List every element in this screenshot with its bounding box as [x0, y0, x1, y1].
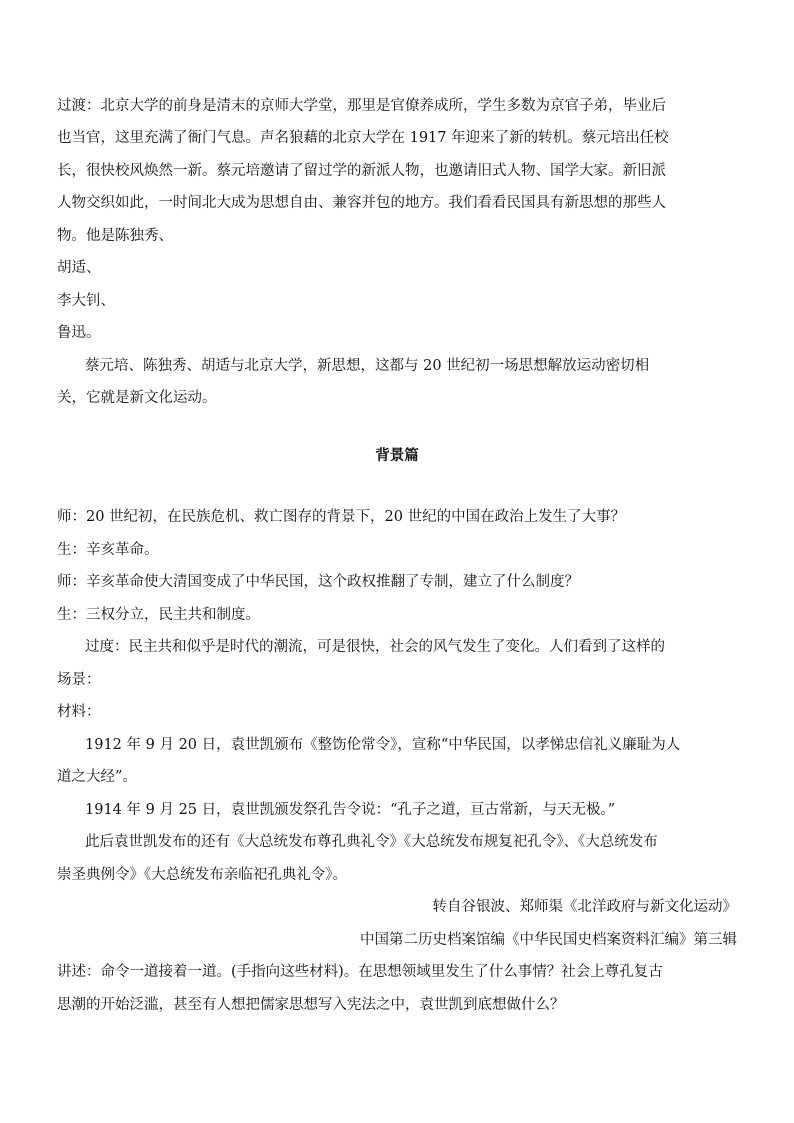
dialogue-line: 生：辛亥革命。 — [57, 542, 159, 558]
dialogue-line: 生：三权分立，民主共和制度。 — [57, 607, 260, 623]
intro-line: 胡适、 — [57, 260, 101, 276]
material-line: 1912 年 9 月 20 日，袁世凯颁布《整饬伦常令》，宣称“中华民国，以孝悌忠信礼义廉耻为人 — [85, 737, 681, 753]
intro-line: 物。他是陈独秀、 — [57, 228, 173, 244]
dialogue-line: 师：20 世纪初，在民族危机、救亡图存的背景下，20 世纪的中国在政治上发生了大事？ — [57, 509, 626, 525]
material-label: 材料： — [57, 704, 101, 720]
material-line: 崇圣典例令》《大总统发布亲临祀孔典礼令》。 — [57, 867, 347, 883]
summary-line: 蔡元培、陈独秀、胡适与北京大学，新思想，这都与 20 世纪初一场思想解放运动密切相 — [85, 358, 650, 374]
dialogue-line: 师：辛亥革命使大清国变成了中华民国，这个政权推翻了专制，建立了什么制度？ — [57, 574, 579, 590]
intro-line: 长，很快校风焕然一新。蔡元培邀请了留过学的新派人物，也邀请旧式人物、国学大家。新旧派 — [57, 163, 666, 179]
transition-line: 过度：民主共和似乎是时代的潮流，可是很快，社会的风气发生了变化。人们看到了这样的 — [85, 639, 665, 655]
closing-line: 讲述：命令一道接着一道。(手指向这些材料)。在思想领域里发生了什么事情？社会上尊孔复古 — [57, 964, 663, 980]
intro-line: 人物交织如此，一时间北大成为思想自由、兼容并包的地方。我们看看民国具有新思想的那些人 — [57, 195, 666, 211]
transition-line: 场景： — [57, 672, 101, 688]
intro-line: 鲁迅。 — [57, 325, 101, 341]
material-line: 1914 年 9 月 25 日，袁世凯颁发祭孔告令说：“孔子之道，亘古常新，与天无极。” — [85, 802, 616, 818]
intro-line: 过渡：北京大学的前身是清末的京师大学堂，那里是官僚养成所，学生多数为京官子弟，毕业后 — [57, 98, 666, 114]
section-title: 背景篇 — [375, 447, 419, 464]
closing-line: 思潮的开始泛滥，甚至有人想把儒家思想写入宪法之中，袁世凯到底想做什么？ — [57, 997, 565, 1013]
source-citation: 中国第二历史档案馆编《中华民国史档案资料汇编》第三辑 — [360, 932, 737, 948]
intro-line: 也当官，这里充满了衙门气息。声名狼藉的北京大学在 1917 年迎来了新的转机。蔡元培出任校 — [57, 130, 669, 146]
summary-line: 关，它就是新文化运动。 — [57, 390, 217, 406]
source-citation: 转自谷银波、郑师渠《北洋政府与新文化运动》 — [432, 899, 737, 915]
intro-line: 李大钊、 — [57, 293, 115, 309]
material-line: 此后袁世凯发布的还有《大总统发布尊孔典礼令》《大总统发布规复祀孔令》、《大总统发布 — [85, 834, 658, 850]
material-line: 道之大经”。 — [57, 769, 137, 785]
